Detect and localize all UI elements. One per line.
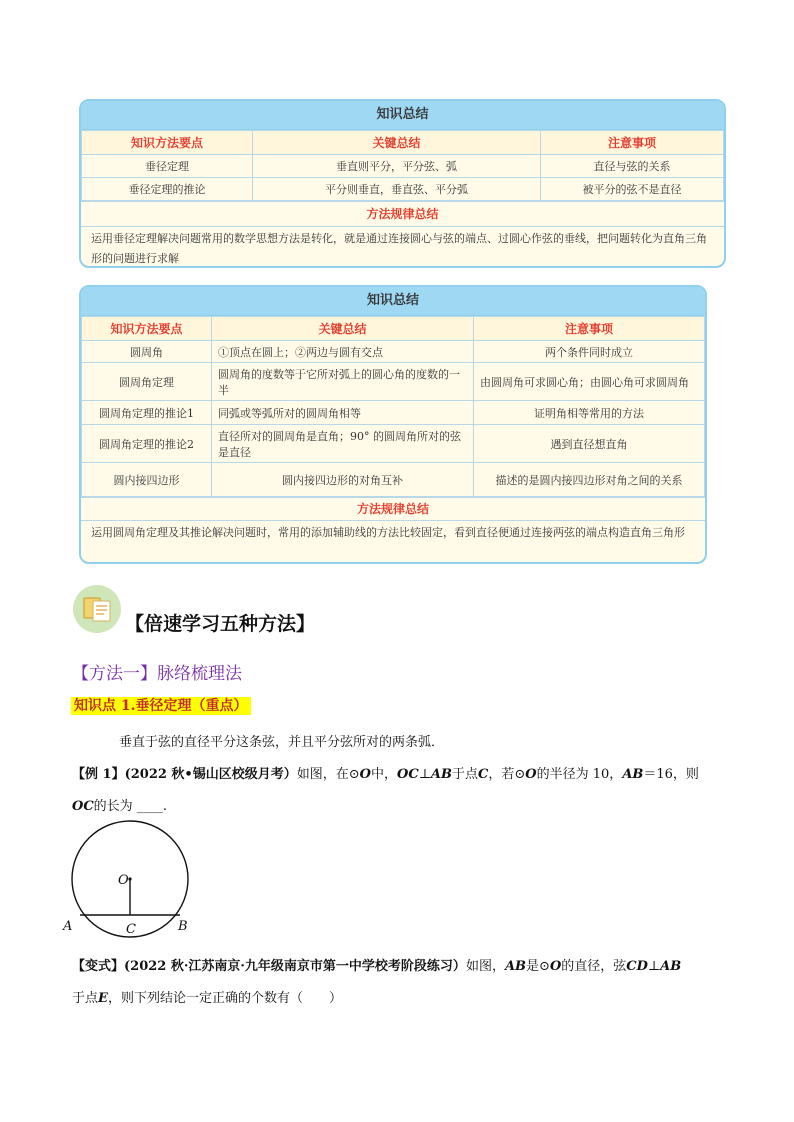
label-c: C <box>126 922 136 937</box>
knowledge-point-label: 知识点 1.垂径定理（重点） <box>71 695 251 715</box>
table-row: 圆周角定理 圆周角的度数等于它所对弧上的圆心角的度数的一半 由圆周角可求圆心角；由圆心角可求圆周角 <box>82 363 705 401</box>
method-summary-text: 运用圆周角定理及其推论解决问题时，常用的添加辅助线的方法比较固定，看到直径便通过连接两弦的端点构造直角三角形 <box>91 526 685 539</box>
variant-line-1: 【变式】(2022 秋·江苏南京·九年级南京市第一中学校考阶段练习）如图，AB是⊙O的直径，弦CD⊥AB <box>72 959 682 974</box>
center-point <box>128 877 131 880</box>
col-header-key: 关键总结 <box>253 131 541 155</box>
table-row: 垂径定理 垂直则平分，平分弦、弧 直径与弦的关系 <box>82 155 724 178</box>
table-row: 圆周角定理的推论1 同弧或等弧所对的圆周角相等 证明角相等常用的方法 <box>82 401 705 425</box>
section-heading: 【倍速学习五种方法】 <box>125 613 316 635</box>
variant-line-2: 于点E，则下列结论一定正确的个数有（ ） <box>72 991 342 1006</box>
table-row: 圆周角定理的推论2 直径所对的圆周角是直角；90° 的圆周角所对的弦是直径 遇到直径想直角 <box>82 425 705 463</box>
card-title: 知识总结 <box>81 101 724 130</box>
col-header-points: 知识方法要点 <box>82 317 212 341</box>
method-summary-title: 方法规律总结 <box>81 497 705 521</box>
col-header-notes: 注意事项 <box>541 131 724 155</box>
theorem-text: 垂直于弦的直径平分这条弦，并且平分弦所对的两条弧． <box>119 735 445 750</box>
label-a: A <box>63 919 73 934</box>
card-title: 知识总结 <box>81 287 705 316</box>
example-1-line-1: 【例 1】(2022 秋•锡山区校级月考）如图，在⊙O中，OC⊥AB于点C，若⊙O的半径为 10，AB＝16，则 <box>72 767 699 782</box>
notebook-icon <box>73 585 121 633</box>
table-row: 圆内接四边形 圆内接四边形的对角互补 描述的是圆内接四边形对角之间的关系 <box>82 463 705 497</box>
knowledge-summary-card-1 <box>79 99 726 268</box>
col-header-key: 关键总结 <box>212 317 474 341</box>
col-header-notes: 注意事项 <box>474 317 705 341</box>
summary-table <box>81 130 724 201</box>
col-header-points: 知识方法要点 <box>82 131 253 155</box>
label-o: O <box>118 873 129 888</box>
circle-figure <box>60 815 200 940</box>
method-summary-title: 方法规律总结 <box>81 201 724 227</box>
summary-table <box>81 316 705 497</box>
method-summary-text: 运用垂径定理解决问题常用的数学思想方法是转化，就是通过连接圆心与弦的端点、过圆心作弦的垂线，把问题转化为直角三角形的问题进行求解 <box>91 232 707 265</box>
method-one-title: 【方法一】脉络梳理法 <box>72 664 242 684</box>
label-b: B <box>178 919 188 934</box>
table-row: 垂径定理的推论 平分则垂直，垂直弦、平分弧 被平分的弦不是直径 <box>82 178 724 201</box>
knowledge-summary-card-2 <box>79 285 707 564</box>
table-row: 圆周角 ①顶点在圆上；②两边与圆有交点 两个条件同时成立 <box>82 341 705 363</box>
example-1-line-2: OC的长为 ____. <box>72 799 167 814</box>
answer-blank[interactable]: ____ <box>136 799 163 814</box>
